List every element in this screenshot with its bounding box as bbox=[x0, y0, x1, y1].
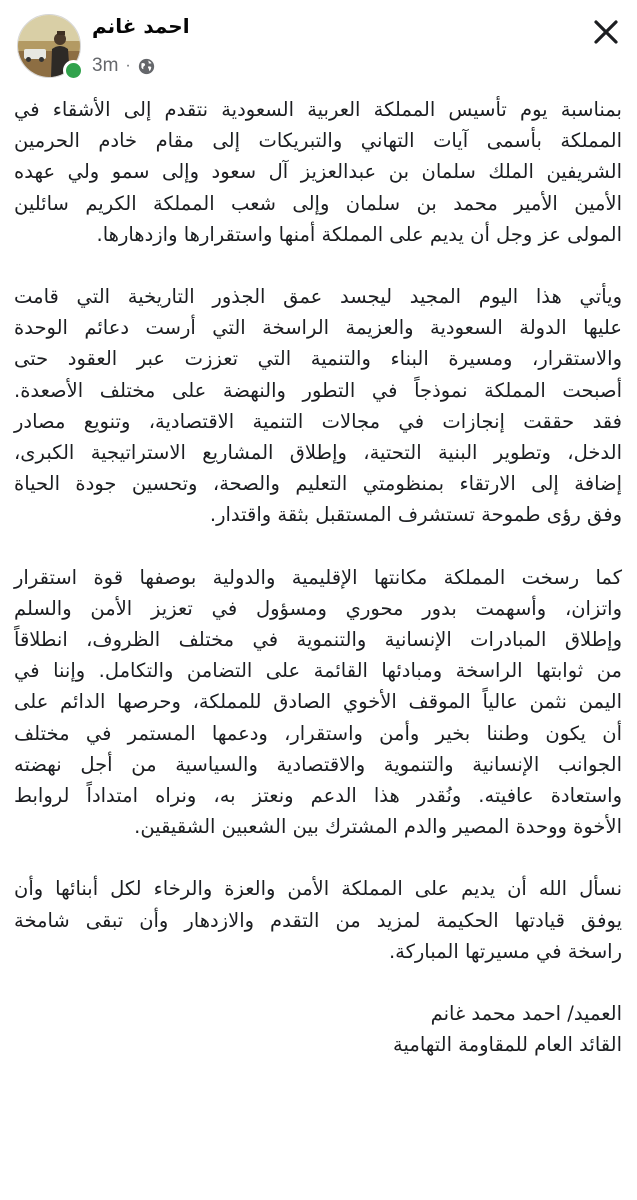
signature-rank-name: العميد/ احمد محمد غانم bbox=[430, 1002, 622, 1026]
text-line: بمناسبة يوم تأسيس المملكة العربية السعودية نتقدم إلى الأشقاء في bbox=[14, 98, 622, 121]
text-line: المولى عز وجل أن يديم على المملكة أمنها واستقرارها وازدهارها. bbox=[96, 222, 622, 246]
text-line: الجوانب الإنسانية والتنموية والاقتصادية والسياسية من أجل نهضته bbox=[14, 752, 622, 776]
text-line: والاستقرار، ومسيرة البناء والتنمية التي تعززت عبر العقود حتى bbox=[14, 347, 622, 371]
text-line: واتزان، وأسهمت بدور محوري ومسؤول في تعزيز الأمن والسلم bbox=[14, 596, 622, 620]
text-line: فقد حققت إنجازات في مجالات التنمية الاقتصادية، وتنويع مصادر bbox=[14, 409, 622, 433]
text-line: وإطلاق المبادرات الإنسانية والتنموية في مختلف الظروف، انطلاقاً bbox=[14, 628, 622, 652]
text-line: نسأل الله أن يديم على المملكة الأمن والعزة والرخاء لكل أبنائها وأن bbox=[14, 877, 622, 901]
text-line: الدخل، وتطوير البنية التحتية، وإطلاق المشاريع الاستراتيجية الكبرى، bbox=[14, 441, 622, 465]
text-line: كما رسخت المملكة مكانتها الإقليمية والدولية بوصفها قوة استقرار bbox=[14, 565, 622, 589]
paragraph-gap bbox=[14, 531, 622, 562]
profile-avatar-wrapper[interactable] bbox=[17, 14, 81, 78]
paragraph-gap bbox=[14, 250, 622, 281]
author-name[interactable]: احمد غانم bbox=[92, 14, 190, 38]
text-line: واستعادة عافيته. ونُقدر هذا الدعم ونعتز به، ونراه امتداداً لروابط bbox=[14, 784, 622, 808]
text-line: عليها الدولة السعودية والعزيمة الراسخة التي أرست دعائم الوحدة bbox=[14, 316, 622, 340]
text-line: إضافة إلى الارتقاء بمنظومتي التعليم والصحة، وتحسين جودة الحياة bbox=[14, 472, 622, 496]
text-line: الأمين الأمير محمد بن سلمان وإلى شعب المملكة الكريم سائلين bbox=[14, 191, 622, 215]
text-line: الأخوة ووحدة المصير والدم المشترك بين الشعبين الشقيقين. bbox=[134, 815, 622, 839]
globe-icon[interactable] bbox=[138, 58, 155, 75]
paragraph-3 bbox=[14, 562, 622, 843]
text-line: أن يكون وطننا بخير وأمن واستقرار، ودعمها المستمر في مختلف bbox=[14, 721, 622, 745]
meta-separator: · bbox=[125, 57, 131, 74]
online-status-indicator bbox=[63, 60, 84, 81]
signature-block bbox=[14, 998, 622, 1060]
paragraph-gap bbox=[14, 967, 622, 998]
paragraph-4 bbox=[14, 873, 622, 967]
text-line: وفق رؤى طموحة تستشرف المستقبل بثقة واقتدار. bbox=[209, 503, 622, 527]
text-line: الشريفين الملك سلمان بن عبدالعزيز آل سعود وإلى سمو ولي عهده bbox=[14, 160, 622, 184]
close-button[interactable] bbox=[588, 14, 624, 50]
paragraph-1 bbox=[14, 94, 622, 250]
text-line: ويأتي هذا اليوم المجيد ليجسد عمق الجذور التاريخية التي قامت bbox=[14, 285, 622, 309]
signature-title: القائد العام للمقاومة التهامية bbox=[393, 1033, 622, 1057]
post-header bbox=[0, 0, 637, 90]
paragraph-gap bbox=[14, 842, 622, 873]
text-line: من ثوابتها الراسخة ومبادئها القائمة على التضامن والتكامل. وإننا في bbox=[14, 659, 622, 683]
post-meta bbox=[92, 53, 155, 79]
text-line: المملكة بأسمى آيات التهاني والتبريكات إلى مقام خادم الحرمين bbox=[14, 129, 622, 153]
text-line: أصبحت المملكة نموذجاً في التطور والنهضة على مختلف الأصعدة. bbox=[14, 378, 622, 402]
post-timestamp[interactable]: 3m bbox=[92, 55, 119, 76]
post-text bbox=[14, 94, 622, 1060]
text-line: اليمن نثمن عالياً الموقف الأخوي الصادق للمملكة، وحرصها الدائم على bbox=[14, 690, 622, 714]
text-line: يوفق قيادتها الحكيمة لمزيد من التقدم والازدهار وأن تبقى شامخة bbox=[14, 908, 622, 932]
close-icon bbox=[588, 14, 624, 50]
text-line: راسخة في مسيرتها المباركة. bbox=[388, 939, 622, 963]
paragraph-2 bbox=[14, 281, 622, 531]
